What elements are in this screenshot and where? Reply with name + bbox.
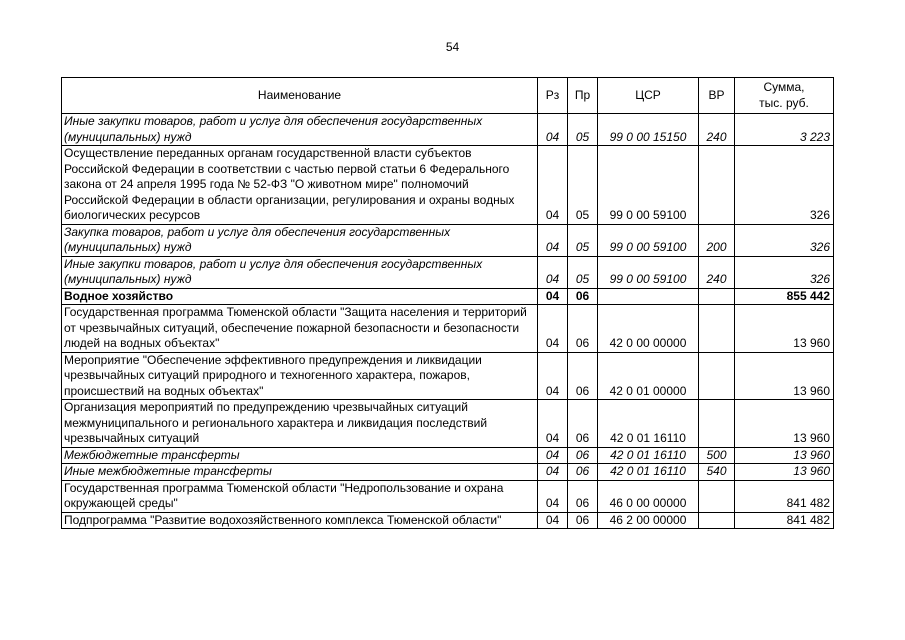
cell-name: Иные закупки товаров, работ и услуг для обеспечения государственных (муниципальных) нужд bbox=[62, 114, 538, 146]
cell-csr: 99 0 00 59100 bbox=[598, 224, 699, 256]
cell-vr: 500 bbox=[699, 447, 735, 464]
cell-rz: 04 bbox=[538, 146, 568, 225]
cell-rz: 04 bbox=[538, 256, 568, 288]
cell-pr: 05 bbox=[568, 224, 598, 256]
cell-vr: 240 bbox=[699, 114, 735, 146]
cell-vr bbox=[699, 146, 735, 225]
header-sum-line1: Сумма, bbox=[763, 80, 805, 94]
header-sum bbox=[735, 78, 834, 114]
header-csr: ЦСР bbox=[598, 78, 699, 114]
cell-name: Водное хозяйство bbox=[62, 288, 538, 305]
cell-pr: 05 bbox=[568, 146, 598, 225]
cell-pr: 05 bbox=[568, 114, 598, 146]
cell-sum: 326 bbox=[735, 256, 834, 288]
cell-name: Закупка товаров, работ и услуг для обеспечения государственных (муниципальных) нужд bbox=[62, 224, 538, 256]
cell-pr: 06 bbox=[568, 447, 598, 464]
cell-rz: 04 bbox=[538, 224, 568, 256]
cell-rz: 04 bbox=[538, 480, 568, 512]
table-header-row bbox=[62, 78, 834, 114]
table-row bbox=[62, 480, 834, 512]
cell-pr: 05 bbox=[568, 256, 598, 288]
cell-name: Осуществление переданных органам государственной власти субъектов Российской Федерации в соответствии с частью первой статьи 6 Федерального закона от 24 апреля 1995 года № 52-ФЗ "О животном мире" полномочий Российской Федерации в области организации, регулирования и охраны водных биологических ресурсов bbox=[62, 146, 538, 225]
cell-csr bbox=[598, 288, 699, 305]
cell-csr: 46 2 00 00000 bbox=[598, 512, 699, 529]
cell-csr: 42 0 01 16110 bbox=[598, 400, 699, 448]
table-body bbox=[62, 114, 834, 529]
cell-name: Государственная программа Тюменской области "Недропользование и охрана окружающей среды" bbox=[62, 480, 538, 512]
cell-pr: 06 bbox=[568, 305, 598, 353]
cell-vr: 240 bbox=[699, 256, 735, 288]
cell-csr: 42 0 01 16110 bbox=[598, 464, 699, 481]
cell-sum: 326 bbox=[735, 224, 834, 256]
cell-pr: 06 bbox=[568, 352, 598, 400]
cell-csr: 42 0 01 00000 bbox=[598, 352, 699, 400]
cell-rz: 04 bbox=[538, 288, 568, 305]
cell-csr: 42 0 01 16110 bbox=[598, 447, 699, 464]
table-row bbox=[62, 447, 834, 464]
cell-name: Иные закупки товаров, работ и услуг для обеспечения государственных (муниципальных) нужд bbox=[62, 256, 538, 288]
cell-vr bbox=[699, 305, 735, 353]
table-row bbox=[62, 305, 834, 353]
cell-csr: 99 0 00 15150 bbox=[598, 114, 699, 146]
cell-rz: 04 bbox=[538, 305, 568, 353]
cell-csr: 99 0 00 59100 bbox=[598, 146, 699, 225]
cell-sum: 326 bbox=[735, 146, 834, 225]
table-row bbox=[62, 224, 834, 256]
header-name: Наименование bbox=[62, 78, 538, 114]
page-number: 54 bbox=[445, 40, 460, 54]
header-sum-line2: тыс. руб. bbox=[759, 95, 809, 110]
header-pr: Пр bbox=[568, 78, 598, 114]
cell-sum: 13 960 bbox=[735, 400, 834, 448]
table-row bbox=[62, 464, 834, 481]
cell-rz: 04 bbox=[538, 352, 568, 400]
table-row bbox=[62, 146, 834, 225]
cell-name: Иные межбюджетные трансферты bbox=[62, 464, 538, 481]
cell-pr: 06 bbox=[568, 288, 598, 305]
cell-sum: 855 442 bbox=[735, 288, 834, 305]
header-rz: Рз bbox=[538, 78, 568, 114]
budget-table bbox=[61, 77, 834, 529]
table-row bbox=[62, 288, 834, 305]
cell-sum: 3 223 bbox=[735, 114, 834, 146]
cell-sum: 13 960 bbox=[735, 447, 834, 464]
header-vr: ВР bbox=[699, 78, 735, 114]
table-row bbox=[62, 400, 834, 448]
table-row bbox=[62, 256, 834, 288]
table-row bbox=[62, 352, 834, 400]
cell-csr: 46 0 00 00000 bbox=[598, 480, 699, 512]
cell-pr: 06 bbox=[568, 464, 598, 481]
cell-rz: 04 bbox=[538, 114, 568, 146]
cell-rz: 04 bbox=[538, 447, 568, 464]
table-row bbox=[62, 512, 834, 529]
cell-rz: 04 bbox=[538, 464, 568, 481]
cell-rz: 04 bbox=[538, 512, 568, 529]
cell-csr: 42 0 00 00000 bbox=[598, 305, 699, 353]
cell-pr: 06 bbox=[568, 400, 598, 448]
cell-name: Государственная программа Тюменской области "Защита населения и территорий от чрезвычайных ситуаций, обеспечение пожарной безопасности и безопасности людей на водных объектах" bbox=[62, 305, 538, 353]
cell-vr bbox=[699, 400, 735, 448]
cell-sum: 13 960 bbox=[735, 464, 834, 481]
cell-sum: 841 482 bbox=[735, 480, 834, 512]
cell-pr: 06 bbox=[568, 480, 598, 512]
cell-name: Подпрограмма "Развитие водохозяйственного комплекса Тюменской области" bbox=[62, 512, 538, 529]
cell-csr: 99 0 00 59100 bbox=[598, 256, 699, 288]
cell-vr bbox=[699, 288, 735, 305]
cell-vr bbox=[699, 352, 735, 400]
cell-name: Мероприятие "Обеспечение эффективного предупреждения и ликвидации чрезвычайных ситуаций природного и техногенного характера, пожаров, происшествий на водных объектах" bbox=[62, 352, 538, 400]
cell-rz: 04 bbox=[538, 400, 568, 448]
cell-vr: 200 bbox=[699, 224, 735, 256]
cell-vr: 540 bbox=[699, 464, 735, 481]
cell-vr bbox=[699, 480, 735, 512]
cell-name: Организация мероприятий по предупреждению чрезвычайных ситуаций межмуниципального и регионального характера и ликвидация последствий чрезвычайных ситуаций bbox=[62, 400, 538, 448]
cell-pr: 06 bbox=[568, 512, 598, 529]
cell-name: Межбюджетные трансферты bbox=[62, 447, 538, 464]
cell-sum: 13 960 bbox=[735, 305, 834, 353]
cell-vr bbox=[699, 512, 735, 529]
cell-sum: 13 960 bbox=[735, 352, 834, 400]
table-row bbox=[62, 114, 834, 146]
cell-sum: 841 482 bbox=[735, 512, 834, 529]
